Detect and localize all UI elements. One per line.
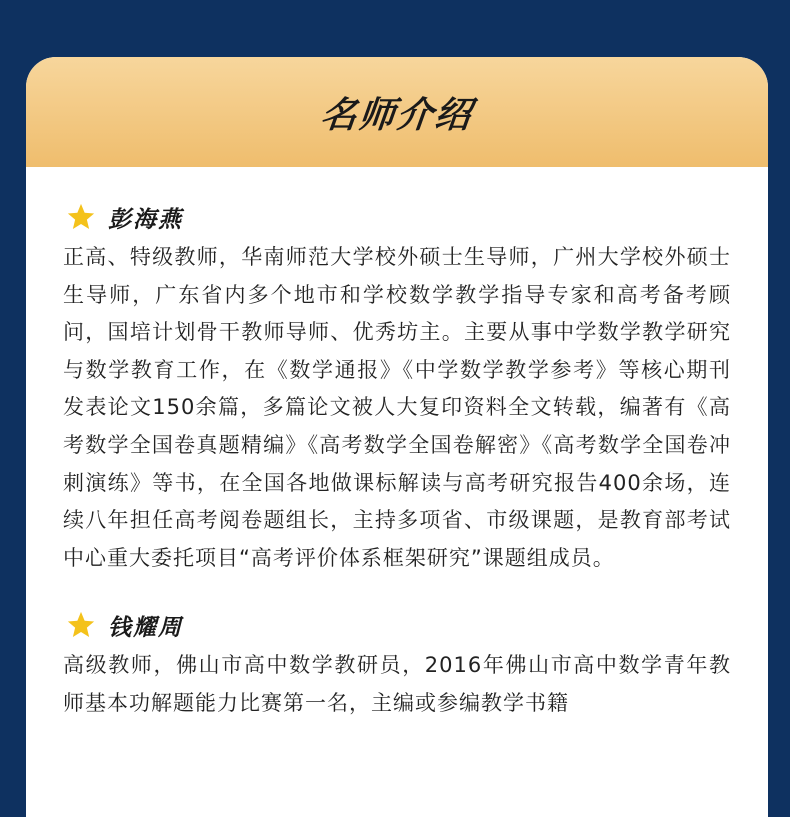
teacher-name-row xyxy=(63,605,731,645)
card-header xyxy=(26,57,768,167)
teacher-entry xyxy=(63,197,731,577)
teacher-list xyxy=(26,167,768,723)
teacher-name: 彭海燕 xyxy=(108,206,183,233)
page-title: 名师介绍 xyxy=(318,94,475,136)
teacher-name-row xyxy=(63,197,731,237)
star-icon xyxy=(66,202,96,232)
star-icon xyxy=(66,610,96,640)
teacher-intro-card xyxy=(26,57,768,817)
teacher-bio: 正高、特级教师，华南师范大学校外硕士生导师，广州大学校外硕士生导师，广东省内多个地市和学校数学教学指导专家和高考备考顾问，国培计划骨干教师导师、优秀坊主。主要从事中学数学教学研究与数学教育工作，在《数学通报》《中学数学教学参考》等核心期刊发表论文150余篇，多篇论文被人大复印资料全文转载，编著有《高考数学全国卷真题精编》《高考数学全国卷解密》《高考数学全国卷冲刺演练》等书，在全国各地做课标解读与高考研究报告400余场，连续八年担任高考阅卷题组长，主持多项省、市级课题，是教育部考试中心重大委托项目“高考评价体系框架研究”课题组成员。 xyxy=(63,245,731,570)
teacher-entry xyxy=(63,605,731,722)
teacher-name: 钱耀周 xyxy=(108,614,183,641)
teacher-bio: 高级教师，佛山市高中数学教研员，2016年佛山市高中数学青年教师基本功解题能力比赛第一名，主编或参编教学书籍 xyxy=(63,653,731,715)
